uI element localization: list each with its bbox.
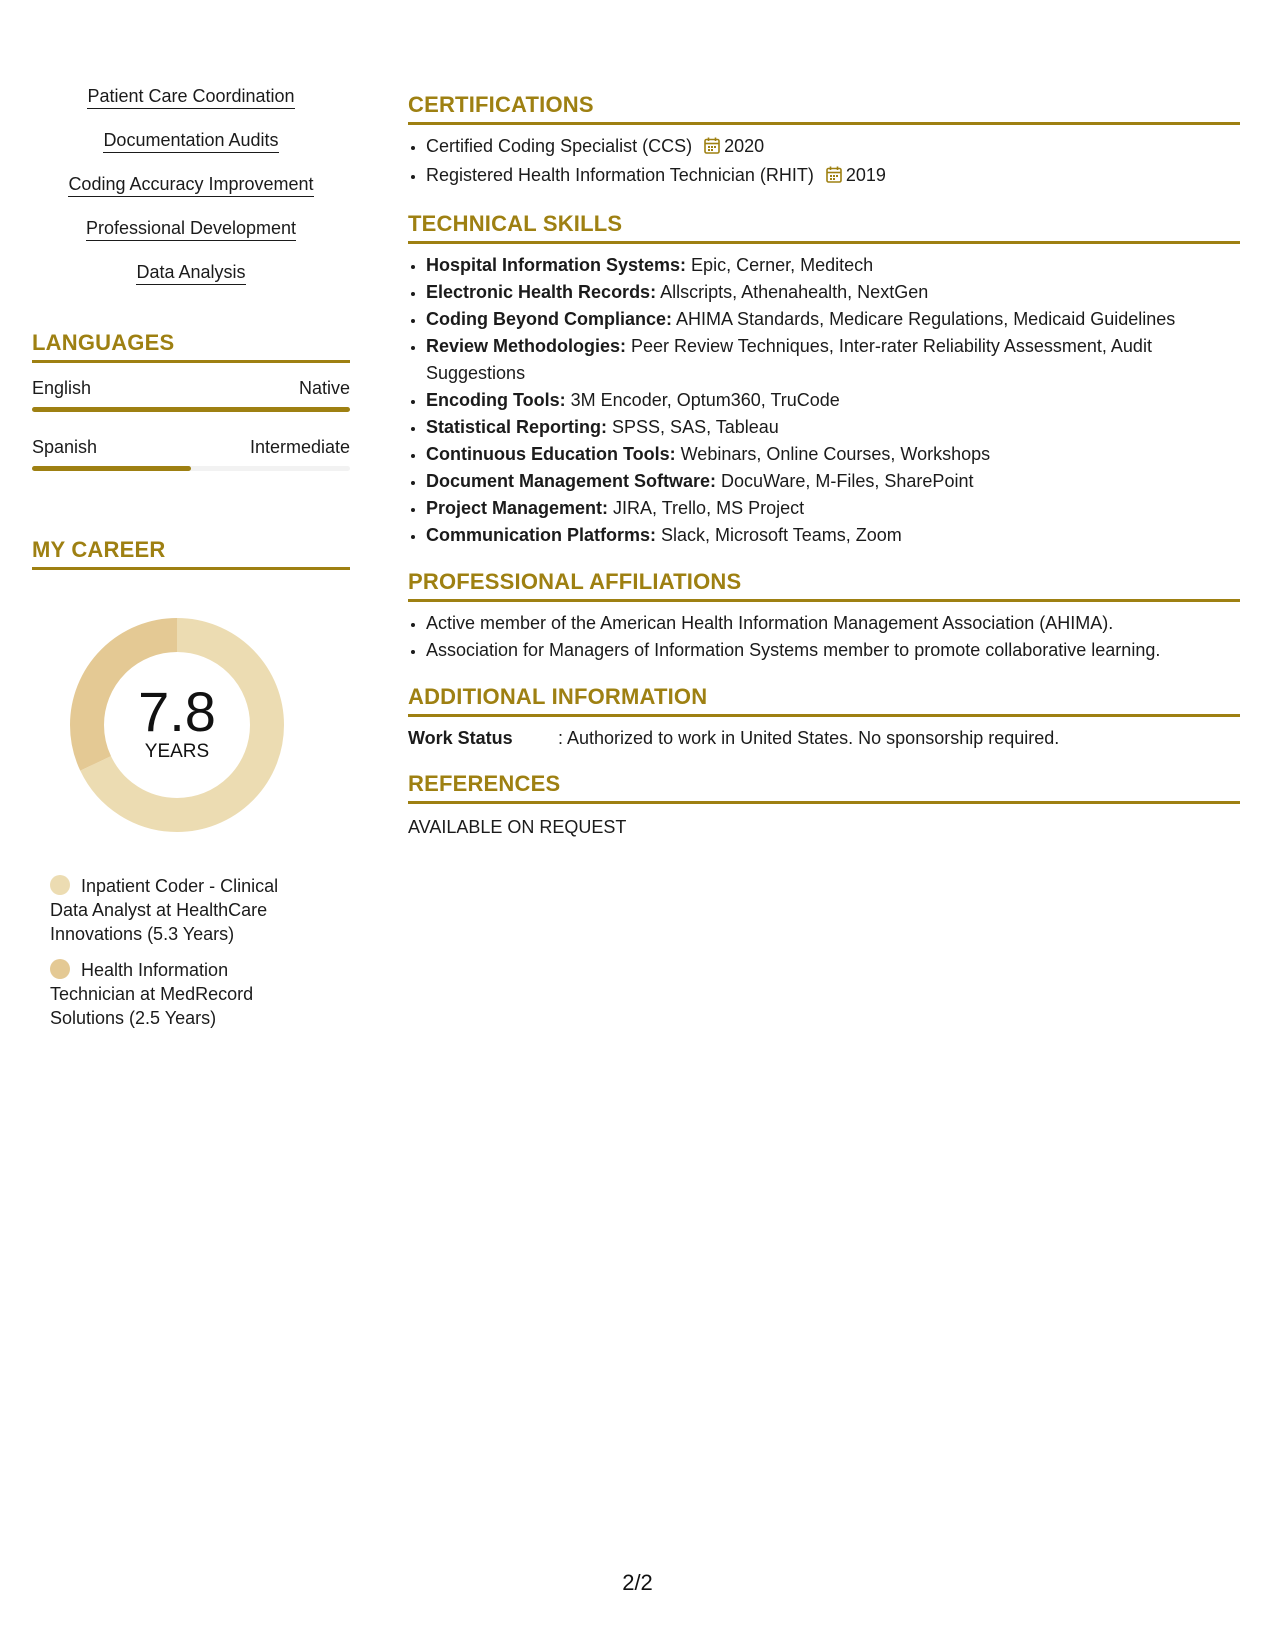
language-proficiency-bar <box>32 466 350 471</box>
skill-tag-label: Patient Care Coordination <box>87 84 294 109</box>
skill-category: Hospital Information Systems: <box>426 255 687 275</box>
language-level: Native <box>298 378 350 398</box>
technical-skill-item <box>426 252 1240 279</box>
career-legend <box>50 874 310 1030</box>
skill-category: Continuous Education Tools: <box>426 444 676 464</box>
career-years-unit: YEARS <box>144 741 210 762</box>
technical-skills-section <box>408 211 1240 549</box>
skill-category: Communication Platforms: <box>426 525 657 545</box>
calendar-icon <box>826 164 842 191</box>
skill-values: JIRA, Trello, MS Project <box>608 498 805 518</box>
language-item <box>32 375 350 412</box>
skill-category: Coding Beyond Compliance: <box>426 309 673 329</box>
skill-values: 3M Encoder, Optum360, TruCode <box>565 390 840 410</box>
certifications-heading: CERTIFICATIONS <box>408 92 1240 125</box>
skill-tag-label: Coding Accuracy Improvement <box>68 172 313 197</box>
skill-values: Slack, Microsoft Teams, Zoom <box>656 525 902 545</box>
skill-tag <box>32 216 350 241</box>
language-proficiency-fill <box>32 407 350 412</box>
certification-year: 2019 <box>845 165 886 185</box>
page-number: 2/2 <box>622 1570 653 1595</box>
certification-name: Certified Coding Specialist (CCS) <box>426 136 693 156</box>
language-list <box>32 375 350 471</box>
affiliations-section <box>408 569 1240 664</box>
certification-year: 2020 <box>724 136 765 156</box>
affiliation-item: • Association for Managers of Information Systems member to promote collaborative learning. <box>426 637 1240 664</box>
legend-dot-icon <box>50 875 70 895</box>
skill-values: Peer Review Techniques, Inter-rater Reliability Assessment, Audit Suggestions <box>426 336 1152 383</box>
skill-values: AHIMA Standards, Medicare Regulations, Medicaid Guidelines <box>672 309 1176 329</box>
technical-skill-item <box>426 441 1240 468</box>
skill-tag <box>32 260 350 285</box>
skill-tags <box>32 84 350 285</box>
certifications-section <box>408 92 1240 191</box>
calendar-icon <box>704 135 720 162</box>
technical-skills-heading: TECHNICAL SKILLS <box>408 211 1240 244</box>
left-column <box>32 84 350 1042</box>
work-status-row <box>408 725 1240 751</box>
technical-skill-item <box>426 387 1240 414</box>
legend-dot-icon <box>50 959 70 979</box>
skill-category: Review Methodologies: <box>426 336 627 356</box>
career-donut-chart <box>62 610 292 840</box>
skill-category: Statistical Reporting: <box>426 417 608 437</box>
references-section <box>408 771 1240 840</box>
skill-values: DocuWare, M-Files, SharePoint <box>716 471 974 491</box>
technical-skill-item <box>426 468 1240 495</box>
work-status-label: Work Status <box>408 728 513 748</box>
affiliations-list <box>408 610 1240 664</box>
language-name: Spanish <box>32 437 98 457</box>
skill-values: Webinars, Online Courses, Workshops <box>675 444 991 464</box>
affiliation-item: • Active member of the American Health Information Management Association (AHIMA). <box>426 610 1240 637</box>
skill-category: Encoding Tools: <box>426 390 566 410</box>
references-heading: REFERENCES <box>408 771 1240 804</box>
language-row <box>32 434 350 460</box>
additional-info-heading: ADDITIONAL INFORMATION <box>408 684 1240 717</box>
skill-tag-label: Professional Development <box>86 216 296 241</box>
skill-values: Allscripts, Athenahealth, NextGen <box>656 282 929 302</box>
right-column <box>408 92 1240 860</box>
language-name: English <box>32 378 92 398</box>
skill-values: Epic, Cerner, Meditech <box>686 255 874 275</box>
additional-info-section <box>408 684 1240 751</box>
language-item <box>32 434 350 471</box>
language-row <box>32 375 350 401</box>
technical-skills-list <box>408 252 1240 549</box>
career-role-label: Health Information Technician at MedRecord Solutions (2.5 Years) <box>50 960 254 1028</box>
certification-item <box>426 162 1240 191</box>
technical-skill-item <box>426 495 1240 522</box>
technical-skill-item <box>426 306 1240 333</box>
languages-section <box>32 330 350 471</box>
donut-center <box>62 610 292 840</box>
certification-name: Registered Health Information Technician (RHIT) <box>426 165 814 185</box>
skill-values: SPSS, SAS, Tableau <box>607 417 779 437</box>
certifications-list <box>408 133 1240 191</box>
skill-tag <box>32 172 350 197</box>
career-legend-item <box>50 958 310 1030</box>
technical-skill-item <box>426 522 1240 549</box>
skill-category: Project Management: <box>426 498 609 518</box>
career-role-label: Inpatient Coder - Clinical Data Analyst at HealthCare Innovations (5.3 Years) <box>50 876 279 944</box>
language-level: Intermediate <box>249 437 350 457</box>
technical-skill-item <box>426 414 1240 441</box>
technical-skill-item <box>426 279 1240 306</box>
skill-category: Document Management Software: <box>426 471 717 491</box>
skill-tag-label: Documentation Audits <box>103 128 278 153</box>
languages-heading: LANGUAGES <box>32 330 350 363</box>
skill-tag <box>32 84 350 109</box>
skill-tag-label: Data Analysis <box>136 260 245 285</box>
references-text: AVAILABLE ON REQUEST <box>408 817 627 837</box>
career-total-years: 7.8 <box>138 680 216 743</box>
skill-tag <box>32 128 350 153</box>
language-proficiency-bar <box>32 407 350 412</box>
skill-category: Electronic Health Records: <box>426 282 657 302</box>
language-proficiency-fill <box>32 466 191 471</box>
career-legend-item <box>50 874 310 946</box>
career-heading: MY CAREER <box>32 537 350 570</box>
career-section <box>32 537 350 1030</box>
affiliations-heading: PROFESSIONAL AFFILIATIONS <box>408 569 1240 602</box>
technical-skill-item <box>426 333 1240 387</box>
certification-item <box>426 133 1240 162</box>
work-status-value: : Authorized to work in United States. No sponsorship required. <box>558 728 1060 748</box>
